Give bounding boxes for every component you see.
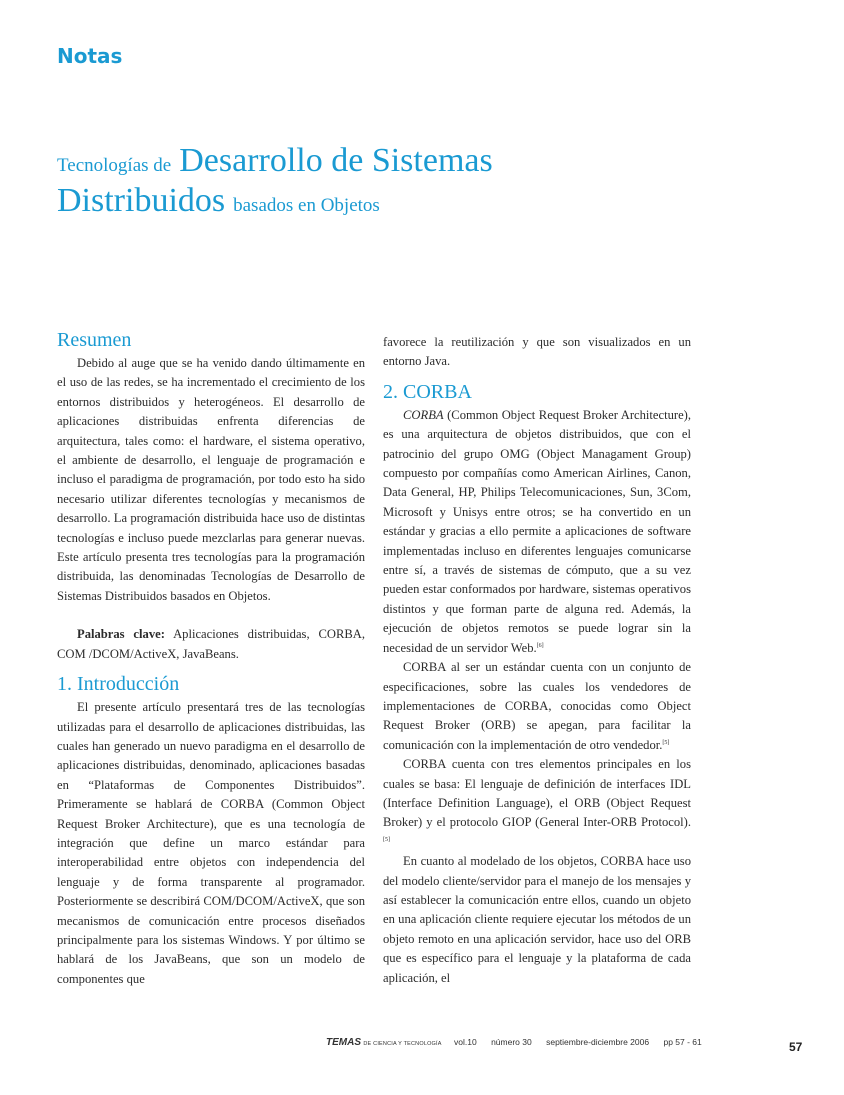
journal-date: septiembre-diciembre 2006 (546, 1037, 650, 1047)
title-part-4: basados en Objetos (233, 195, 380, 216)
journal-pages: pp 57 - 61 (663, 1037, 702, 1047)
journal-number: número 30 (491, 1037, 532, 1047)
keywords-label: Palabras clave: (77, 627, 165, 642)
keywords-text: Aplicaciones distribuidas, CORBA, COM /DCOM/ActiveX, JavaBeans. (57, 627, 365, 661)
corba-heading: 2. CORBA (383, 380, 472, 403)
corba-paragraph-2-text: CORBA al ser un estándar cuenta con un conjunto de especificaciones, sobre las cuales los vendedores de implementaciones de CORBA, conocidas como Object Request Broker (ORB) se apegan, para facilitar la comunicación con la implementación de otro vendedor. (383, 660, 691, 752)
corba-paragraph-1 (383, 406, 691, 658)
journal-brand: TEMAS (326, 1037, 361, 1048)
journal-footer (326, 1037, 702, 1048)
resumen-heading: Resumen (57, 329, 132, 351)
title-part-1: Tecnologías de (57, 155, 172, 176)
citation-ref: [6] (536, 642, 544, 649)
left-column (57, 326, 365, 989)
title-part-3: Distribuidos (57, 182, 226, 219)
article-title (57, 143, 777, 223)
corba-paragraph-3-text: CORBA cuenta con tres elementos principales en los cuales se basa: El lenguaje de definición de interfaces IDL (Interface Definition Language), el ORB (Object Request Broker) y el protocolo GIOP (General Inter-ORB Protocol). (383, 757, 691, 830)
corba-paragraph-2 (383, 658, 691, 755)
title-part-2: Desarrollo de Sistemas (179, 142, 493, 179)
citation-ref: [5] (662, 739, 670, 746)
keywords-paragraph (57, 625, 365, 664)
intro-body: El presente artículo presentará tres de las tecnologías utilizadas para el desarrollo de aplicaciones distribuidas, las cuales han generado un nuevo paradigma en el desarrollo de aplicaciones distribuidas, denominado, aplicaciones basadas en “Plataformas de Componentes Distribuidos”. Primeramente se hablará de CORBA (Common Object Request Broker Architecture), que es una tecnología de integración que define un marco estándar para interoperabilidad entre objetos con independencia del lenguaje y de forma transparente al programador. Posteriormente se describirá COM/DCOM/ActiveX, que son mecanismos de comunicación entre procesos diseñados principalmente para los sistemas Windows. Y por último se hablará de los JavaBeans, que son un modelo de componentes que (57, 700, 365, 986)
corba-italic-term: CORBA (403, 407, 444, 422)
corba-paragraph-4: En cuanto al modelado de los objetos, CORBA hace uso del modelo cliente/servidor para el manejo de los mensajes y así establecer la comunicación entre ellos, cuando un objeto en una aplicación cliente requiere ejecutar los métodos de un objeto remoto en una aplicación servidor, hace uso del ORB que es específico para el lenguaje y la plataforma de cada aplicación, el (383, 854, 691, 985)
page-number: 57 (789, 1040, 803, 1054)
corba-paragraph-1-text: (Common Object Request Broker Architecture), es una arquitectura de objetos distribuidos, que con el patrocinio del grupo OMG (Object Managament Group) compuesto por compañías como American Airlines, Canon, Data General, HP, Philips Telecomunicaciones, Sun, 3Com, Microsoft y Unisys entre otros; se ha convertido en un estándar y gracias a ello permite a aplicaciones de software implementadas incluso en diferentes lenguajes comunicarse entre sí, a través de sistemas de cómputo, que a su vez pueden estar conformados por hardware, sistemas operativos distintos y que forman parte de alguna red. Además, la ejecución de objetos remotos se puede lograr sin la necesidad de un servidor Web. (383, 407, 691, 655)
intro-heading: 1. Introducción (57, 673, 180, 696)
journal-volume: vol.10 (454, 1037, 477, 1047)
journal-subtitle: DE CIENCIA Y TECNOLOGÍA (363, 1041, 442, 1047)
resumen-body: Debido al auge que se ha venido dando últimamente en el uso de las redes, se ha incrementado el crecimiento de los entornos distribuidos y heterogéneos. El desarrollo de aplicaciones distribuidas enfrenta diferencias de arquitectura, tales como: el hardware, el sistema operativo, el ambiente de desarrollo, el lenguaje de programación e incluso el paradigma de programación, por todo esto ha sido necesario utilizar diferentes tecnologías y mecanismos de desarrollo. La programación distribuida hace uso de distintas tecnologías e incluso puede mezclarlas para generar nuevas. Este artículo presenta tres tecnologías para la programación distribuida, las denominadas Tecnologías de Desarrollo de Sistemas Distribuidos basados en Objetos. (57, 356, 365, 603)
right-column (383, 333, 691, 988)
intro-continued: favorece la reutilización y que son visualizados en un entorno Java. (383, 335, 691, 369)
citation-ref: [5] (383, 836, 390, 843)
section-label: Notas (57, 44, 123, 68)
corba-paragraph-3 (383, 755, 691, 852)
